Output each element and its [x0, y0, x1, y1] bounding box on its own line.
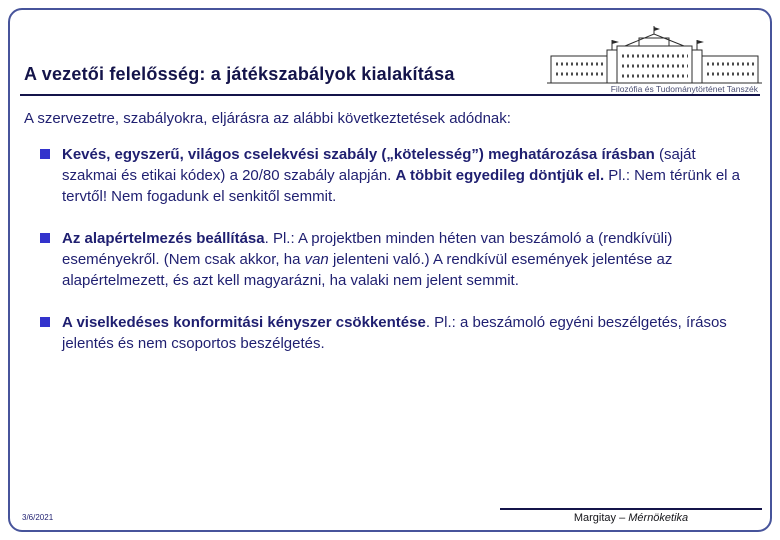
footer-attribution: Margitay – Mérnöketika: [500, 508, 762, 524]
bullet-square-icon: [40, 317, 50, 327]
bullet-item: [10, 312, 754, 354]
bullet-text: Az alapértelmezés beállítása. Pl.: A projektben minden héten van beszámoló a (rendkívüli) eseményekről. (Nem csak akkor, ha van jelenteni való.) A rendkívül események jelentése az alapértelmezett, és azt kell magyarázni, ha valaki nem jelent semmit.: [62, 230, 673, 289]
footer-date: 3/6/2021: [22, 513, 54, 522]
university-building-icon: [547, 26, 762, 84]
title-rule: [20, 94, 760, 96]
bullet-square-icon: [40, 233, 50, 243]
slide: [8, 8, 772, 532]
department-caption: Filozófia és Tudománytörténet Tanszék: [610, 84, 758, 94]
bullet-text: A viselkedéses konformitási kényszer csökkentése. Pl.: a beszámoló egyéni beszélgetés, írásos jelentés és nem csoportos beszélgetés.: [62, 314, 727, 352]
bullet-item: [10, 144, 754, 207]
bullet-item: [10, 228, 754, 291]
intro-text: A szervezetre, szabályokra, eljárásra az alábbi következtetések adódnak:: [24, 110, 511, 127]
bullet-list: [10, 144, 754, 375]
bullet-square-icon: [40, 149, 50, 159]
bullet-text: Kevés, egyszerű, világos cselekvési szabály („kötelesség”) meghatározása írásban (saját szakmai és etikai kódex) a 20/80 szabály alapján. A többit egyedileg döntjük el. Pl.: Nem térünk el a tervtől! Nem fogadunk el senkitől semmit.: [62, 146, 741, 205]
page-title: A vezetői felelősség: a játékszabályok kialakítása: [24, 64, 455, 84]
